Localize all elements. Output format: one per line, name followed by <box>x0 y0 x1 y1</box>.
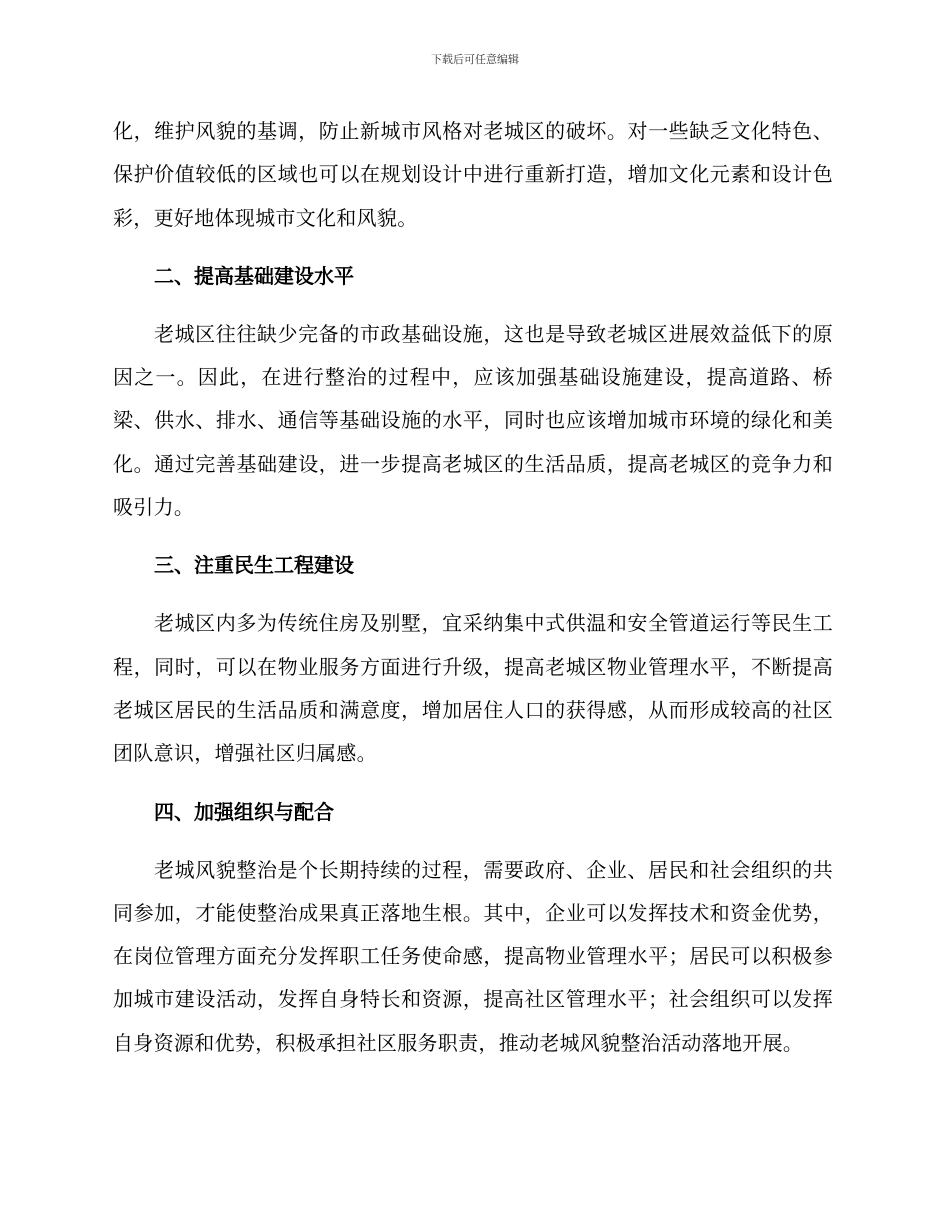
document-body <box>113 110 833 1065</box>
page-header: 下载后可任意编辑 <box>431 53 519 66</box>
section-heading-livelihood: 三、注重民生工程建设 <box>154 553 354 578</box>
section-heading-infrastructure: 二、提高基础建设水平 <box>154 263 354 288</box>
paragraph-livelihood: 老城区内多为传统住房及别墅，宜采纳集中式供温和安全管道运行等民生工程，同时，可以在物业服务方面进行升级，提高老城区物业管理水平，不断提高老城区居民的生活品质和满意度，增加居住人口的获得感，从而形成较高的社区团队意识，增强社区归属感。 <box>113 611 833 766</box>
paragraph-infrastructure: 老城区往往缺少完备的市政基础设施，这也是导致老城区进展效益低下的原因之一。因此，在进行整治的过程中，应该加强基础设施建设，提高道路、桥梁、供水、排水、通信等基础设施的水平，同时也应该增加城市环境的绿化和美化。通过完善基础建设，进一步提高老城区的生活品质，提高老城区的竞争力和吸引力。 <box>113 321 833 520</box>
paragraph-organization: 老城风貌整治是个长期持续的过程，需要政府、企业、居民和社会组织的共同参加，才能使整治成果真正落地生根。其中，企业可以发挥技术和资金优势，在岗位管理方面充分发挥职工任务使命感，提高物业管理水平；居民可以积极参加城市建设活动，发挥自身特长和资源，提高社区管理水平；社会组织可以发挥自身资源和优势，积极承担社区服务职责，推动老城风貌整治活动落地开展。 <box>113 857 833 1055</box>
section-heading-organization: 四、加强组织与配合 <box>154 799 334 824</box>
paragraph-intro-continuation: 化，维护风貌的基调，防止新城市风格对老城区的破坏。对一些缺乏文化特色、保护价值较低的区域也可以在规划设计中进行重新打造，增加文化元素和设计色彩，更好地体现城市文化和风貌。 <box>113 119 833 230</box>
